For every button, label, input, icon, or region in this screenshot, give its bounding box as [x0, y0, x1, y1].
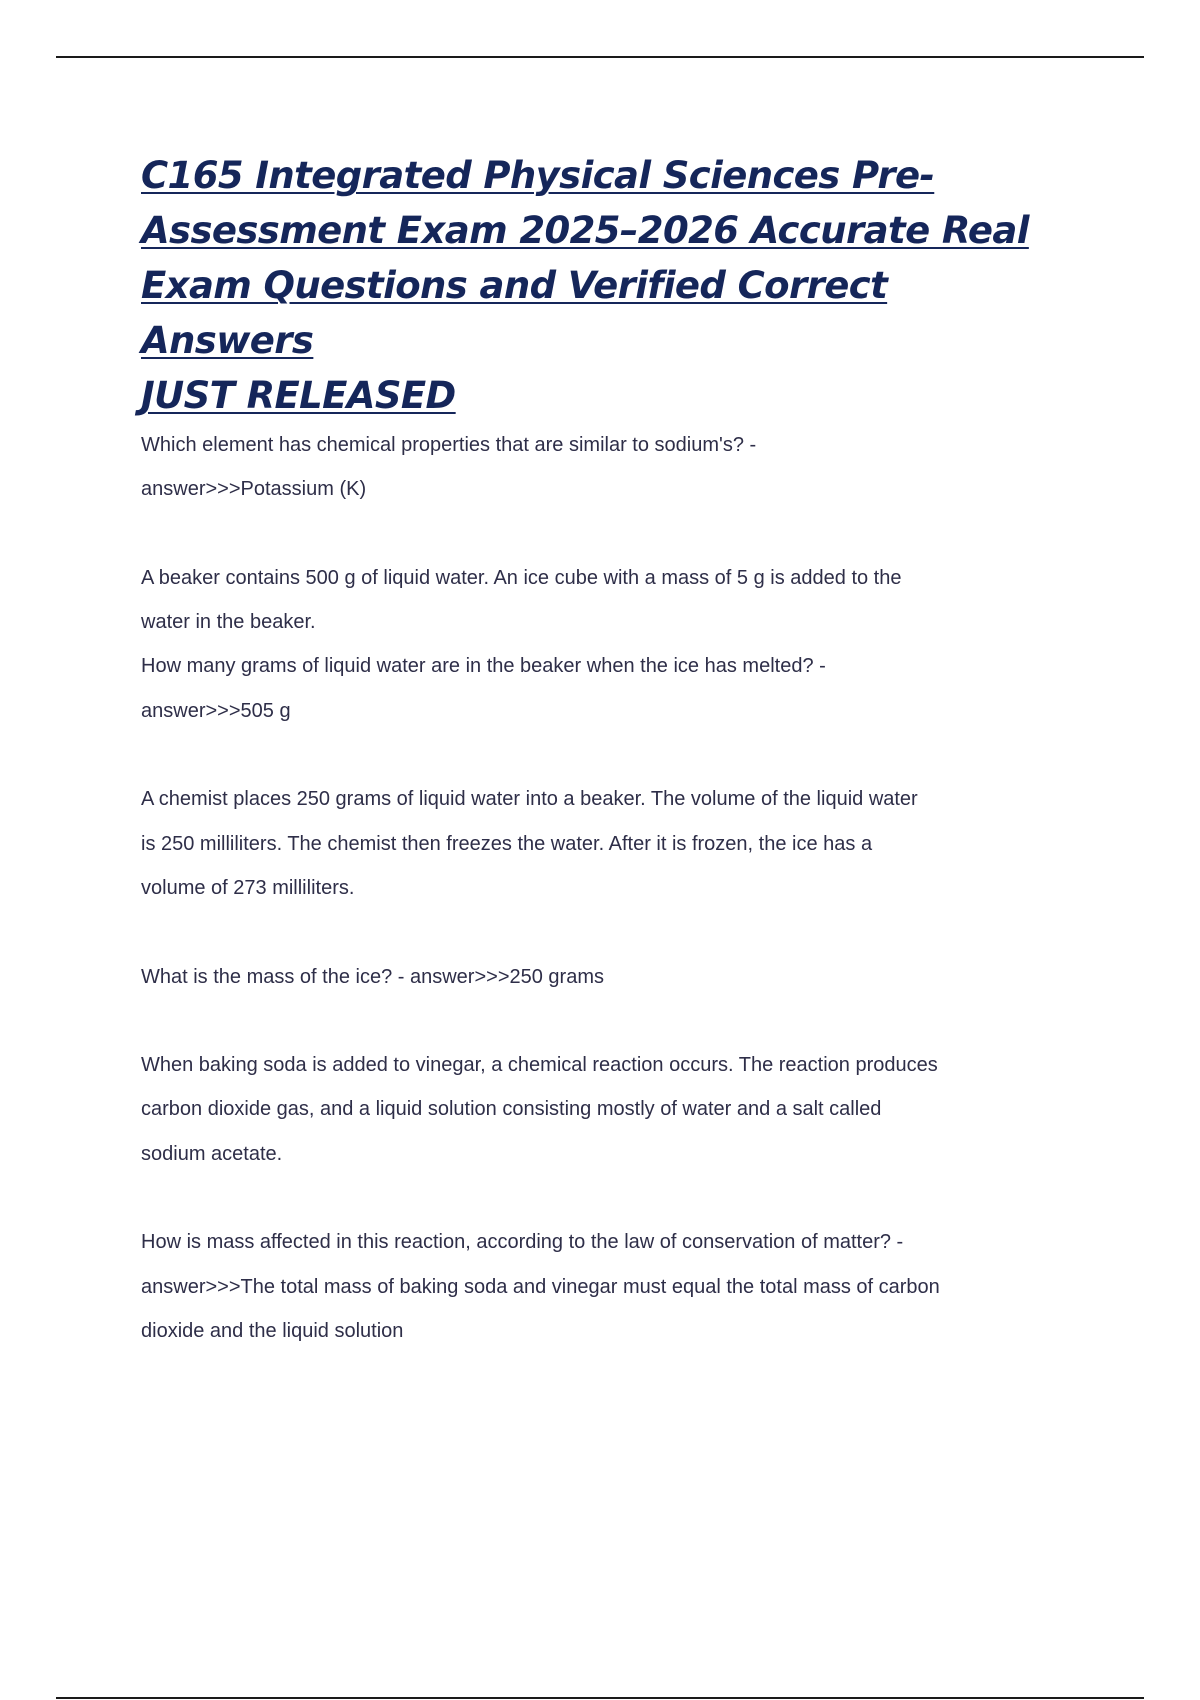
qa-line: answer>>>505 g [141, 699, 291, 722]
qa-line: How many grams of liquid water are in the beaker when the ice has melted? - [141, 655, 826, 678]
bottom-rule [56, 1697, 1144, 1699]
qa-line: How is mass affected in this reaction, according to the law of conservation of matter? - [141, 1231, 904, 1254]
qa-item [141, 777, 1041, 910]
qa-line: carbon dioxide gas, and a liquid solution consisting mostly of water and a salt called [141, 1098, 882, 1121]
qa-line: water in the beaker. [141, 611, 316, 634]
top-rule [56, 56, 1144, 58]
qa-body [141, 423, 1041, 1353]
spacer [141, 1176, 1041, 1220]
qa-line: volume of 273 milliliters. [141, 876, 355, 899]
qa-line: sodium acetate. [141, 1142, 283, 1165]
qa-item [141, 1043, 1041, 1176]
spacer [141, 733, 1041, 777]
spacer [141, 999, 1041, 1043]
qa-line: A chemist places 250 grams of liquid water into a beaker. The volume of the liquid water [141, 788, 918, 811]
qa-line: dioxide and the liquid solution [141, 1319, 404, 1342]
qa-item [141, 1220, 1041, 1353]
qa-item [141, 423, 1041, 512]
spacer [141, 910, 1041, 954]
document-title [141, 148, 1041, 423]
qa-line: A beaker contains 500 g of liquid water. An ice cube with a mass of 5 g is added to the [141, 566, 902, 589]
title-line: C165 Integrated Physical Sciences Pre- [141, 154, 935, 197]
qa-line: What is the mass of the ice? - answer>>>250 grams [141, 965, 604, 988]
title-line: Exam Questions and Verified Correct Answers [141, 264, 888, 362]
spacer [141, 512, 1041, 556]
qa-item [141, 556, 1041, 733]
qa-item [141, 955, 1041, 999]
qa-line: answer>>>The total mass of baking soda and vinegar must equal the total mass of carbon [141, 1275, 940, 1298]
qa-line: answer>>>Potassium (K) [141, 478, 367, 501]
qa-line: When baking soda is added to vinegar, a chemical reaction occurs. The reaction produces [141, 1054, 938, 1077]
qa-line: Which element has chemical properties that are similar to sodium's? - [141, 434, 757, 456]
document-page [141, 148, 1041, 1353]
title-line: JUST RELEASED [141, 374, 456, 417]
title-line: Assessment Exam 2025–2026 Accurate Real [141, 209, 1029, 252]
qa-line: is 250 milliliters. The chemist then freezes the water. After it is frozen, the ice has a [141, 832, 873, 855]
